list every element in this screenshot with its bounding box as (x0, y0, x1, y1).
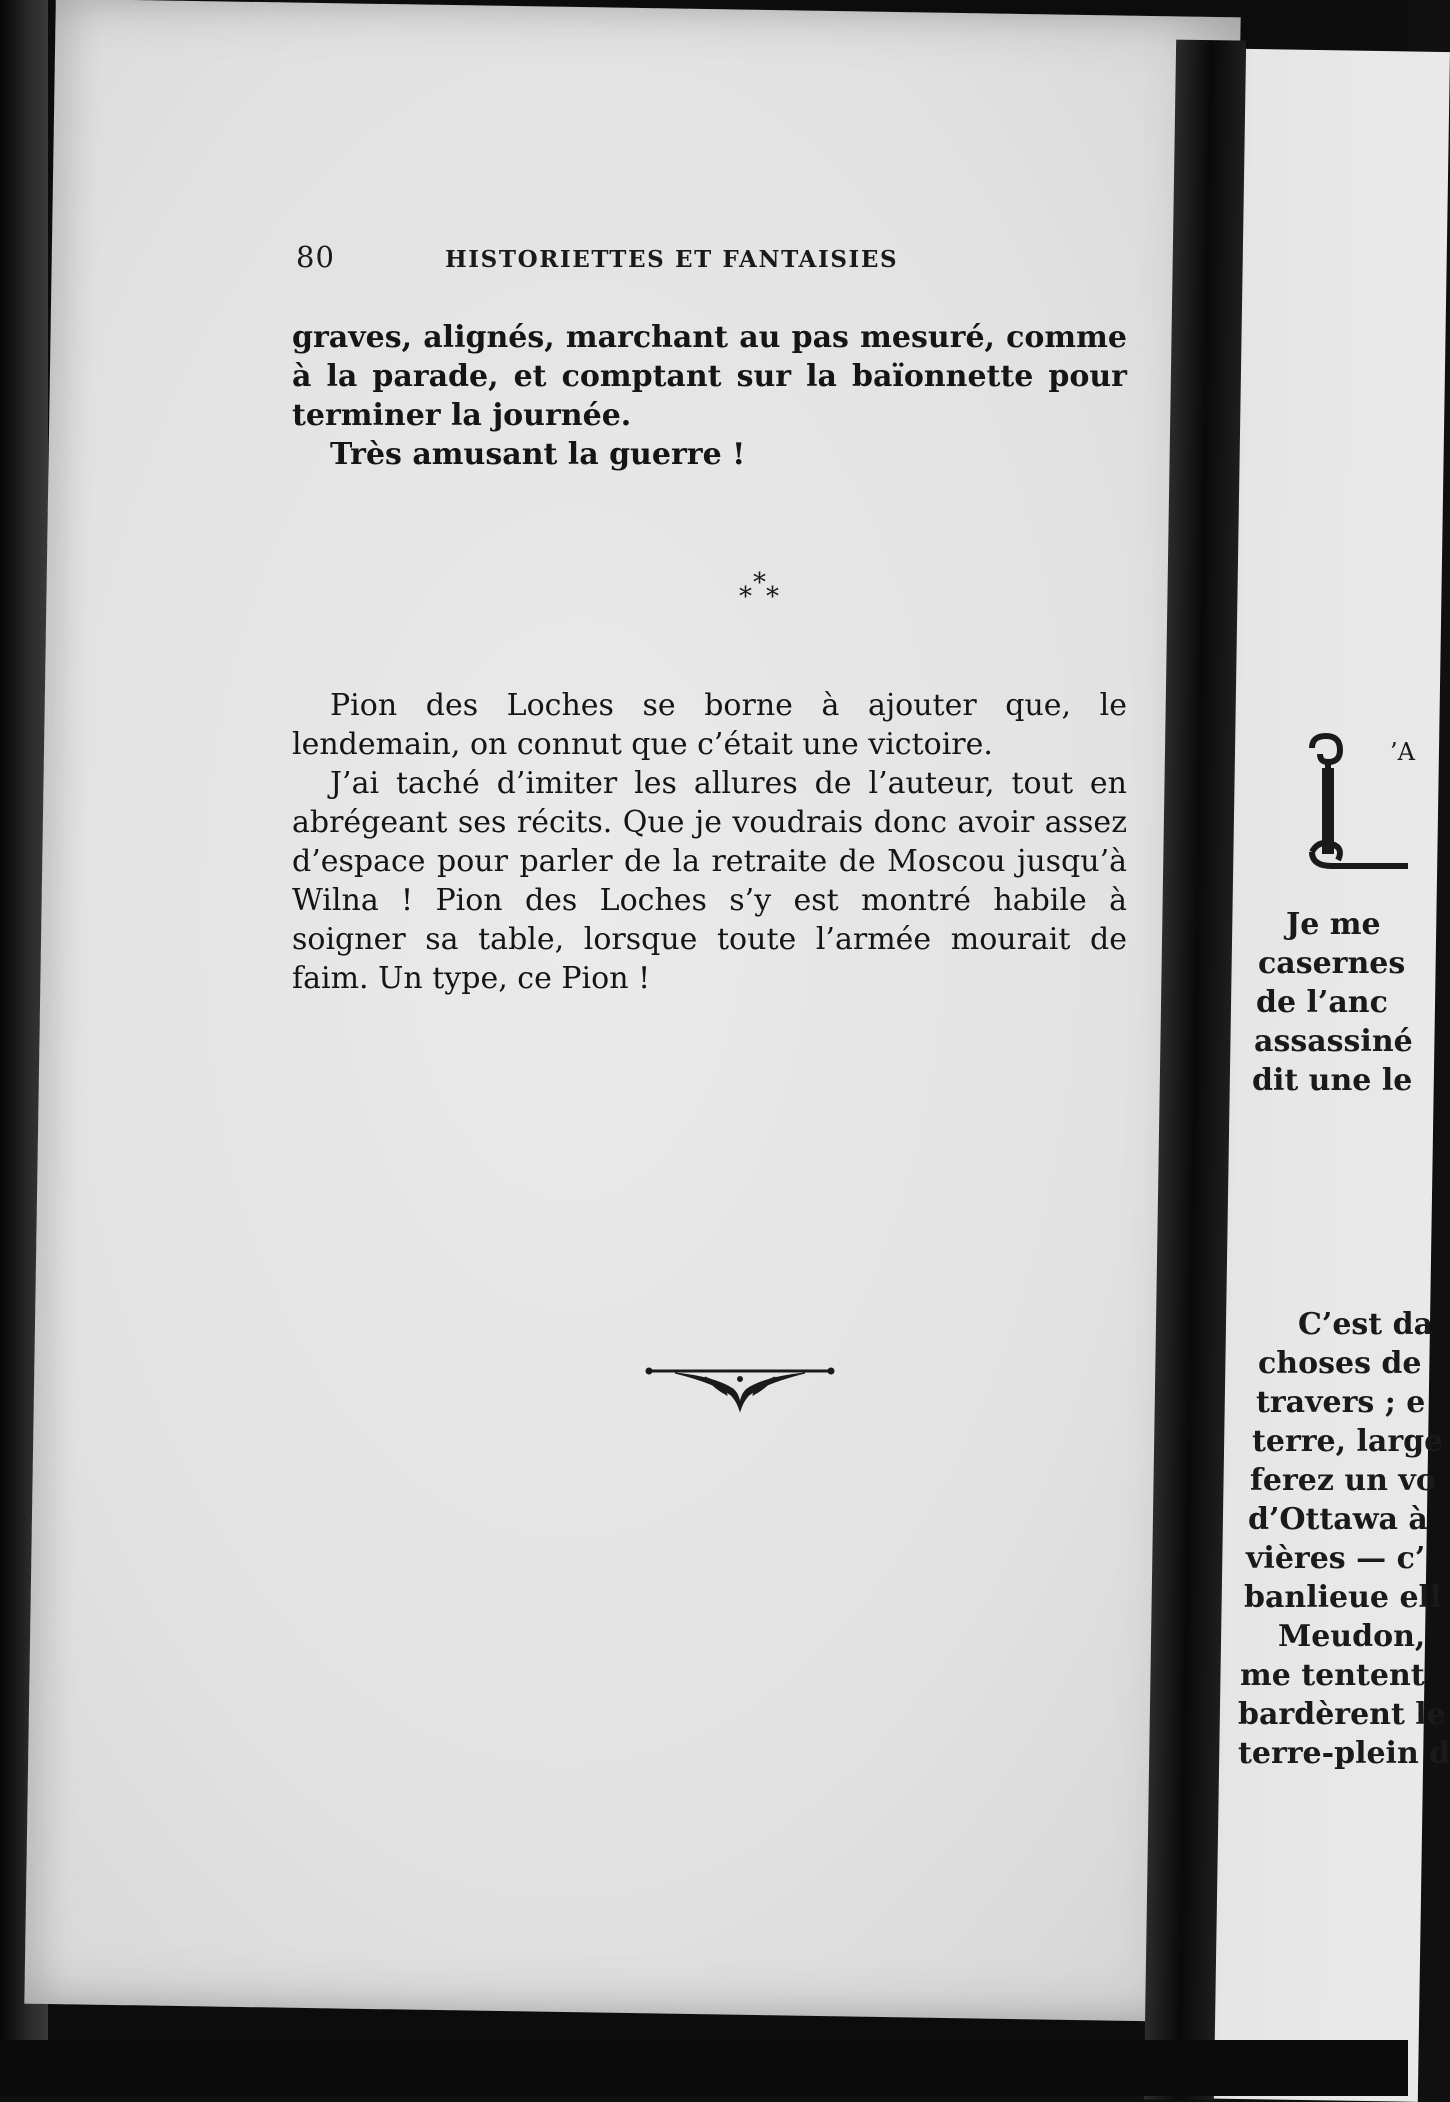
text-line: de l’anc (1256, 985, 1388, 1020)
text-line: dit une le (1252, 1063, 1413, 1098)
page-number: 80 (296, 240, 335, 274)
text-line: Meudon, (1278, 1619, 1426, 1654)
left-page (24, 0, 1240, 2022)
text-line: travers ; e (1256, 1385, 1426, 1420)
text-line: ferez un vo (1250, 1463, 1436, 1498)
right-page-lines-bottom (1238, 1305, 1450, 1773)
paragraph-block (292, 686, 1127, 998)
paragraph-continued: graves, alignés, marchant au pas mesuré, comme à la parade, et comptant sur la baïonnette pour terminer la journée. (292, 320, 1127, 433)
text-line: terre-plein d (1238, 1736, 1450, 1771)
text-line: C’est da (1298, 1307, 1434, 1342)
text-line: assassiné (1254, 1024, 1413, 1059)
paragraph-exclamation: Très amusant la guerre ! (330, 437, 746, 472)
text-line: me tentent (1240, 1658, 1425, 1693)
tailpiece-ornament-icon (645, 1355, 835, 1415)
bottom-edge-shadow (0, 2040, 1408, 2096)
text-line: vières — c’ (1246, 1541, 1426, 1576)
text-line: bardèrent le (1238, 1697, 1446, 1732)
running-head: HISTORIETTES ET FANTAISIES (444, 246, 899, 273)
drop-cap-tail: ’A (1390, 738, 1415, 766)
page-header (296, 240, 996, 274)
paragraph: J’ai taché d’imiter les allures de l’auteur, tout en abrégeant ses récits. Que je voudrais donc avoir assez d’espace pour parler de la retraite de Moscou jusqu’à Wilna ! Pion des Loches s’y est montré habile à soigner sa table, lorsque toute l’armée mourait de faim. Un type, ce Pion ! (292, 766, 1127, 996)
text-line: banlieue ell (1244, 1580, 1442, 1615)
right-page-lines-top (1238, 905, 1413, 1100)
asterism-separator: * * * (739, 568, 779, 612)
text-line: casernes (1258, 946, 1406, 981)
text-line: choses de (1258, 1346, 1422, 1381)
text-line: Je me (1286, 907, 1381, 942)
bold-paragraph-block (292, 318, 1127, 474)
text-line: d’Ottawa à (1248, 1502, 1428, 1537)
text-line: terre, large (1252, 1424, 1444, 1459)
paragraph: Pion des Loches se borne à ajouter que, le lendemain, on connut que c’était une victoire. (292, 688, 1127, 762)
